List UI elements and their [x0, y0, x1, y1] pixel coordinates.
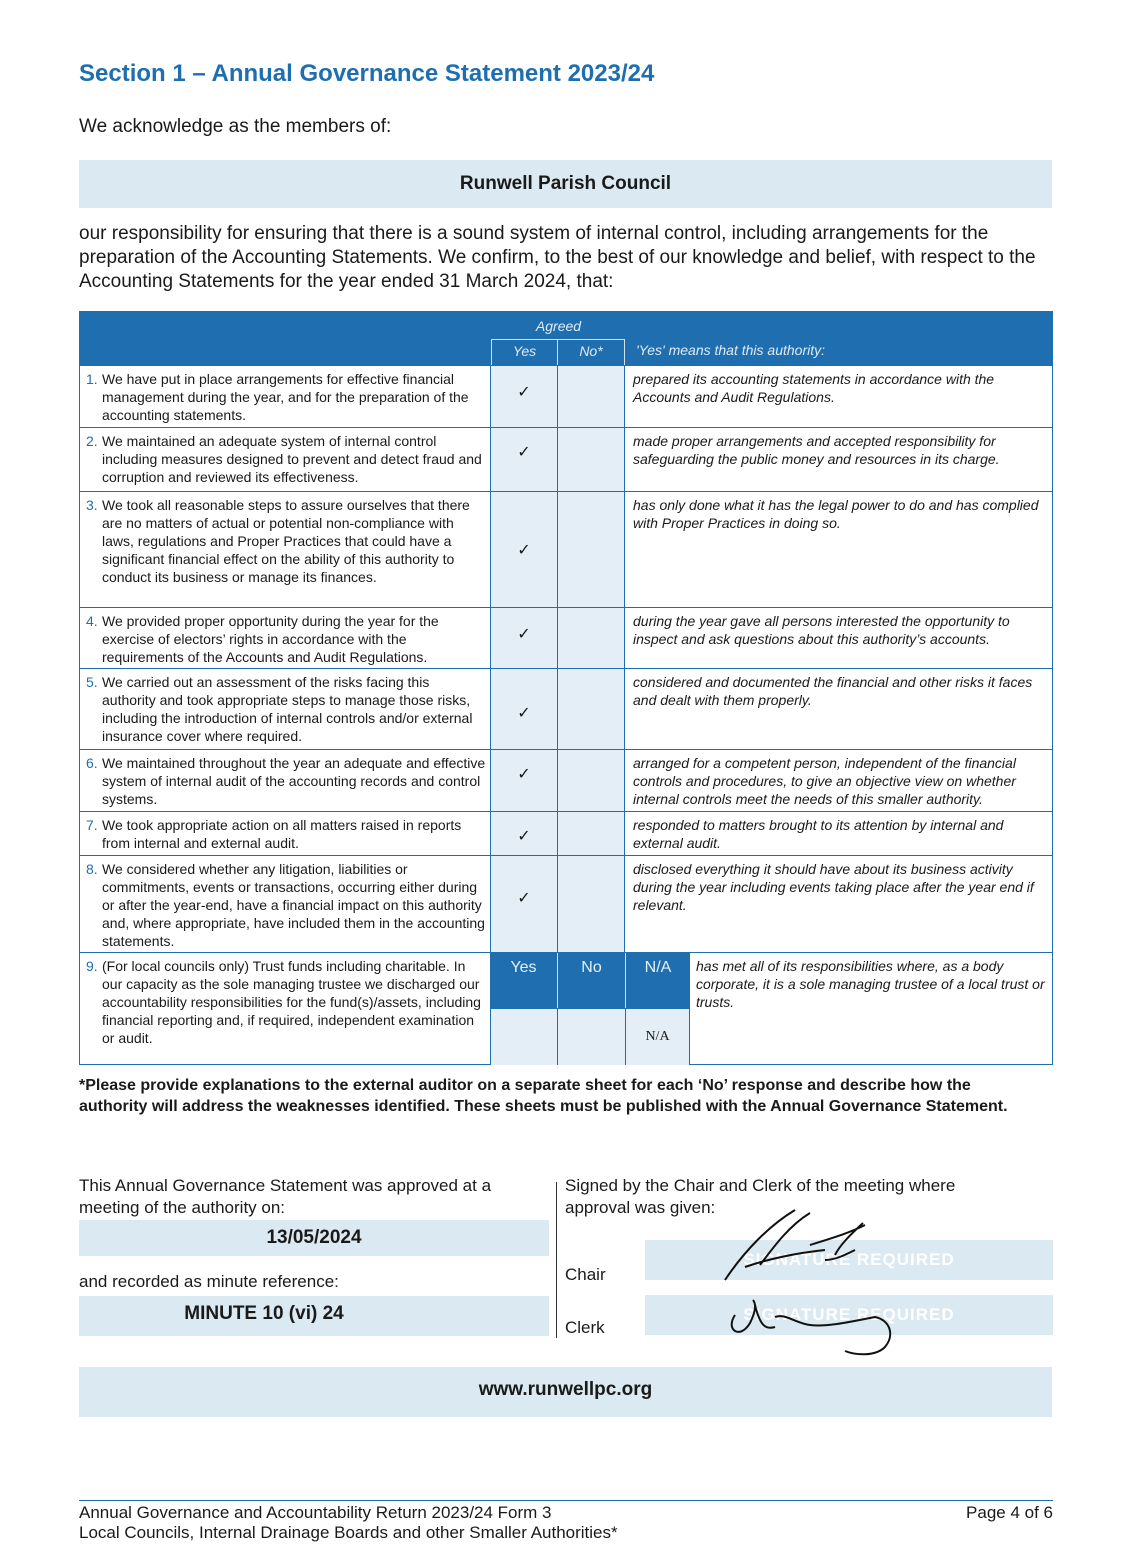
- row-number: 2.: [86, 433, 98, 449]
- row-number: 8.: [86, 861, 98, 877]
- row-means: during the year gave all persons interested the opportunity to inspect and ask questions about this authority’s accounts.: [633, 613, 1010, 647]
- row-statement: (For local councils only) Trust funds including charitable. In our capacity as the sole managing trustee we discharged our accountability responsibilities for the fund(s)/assets, including financial reporting and, if required, independent examination or audit.: [102, 958, 481, 1046]
- row-statement: We maintained throughout the year an adequate and effective system of internal audit of the accounting records and control systems.: [102, 755, 486, 807]
- yes-header: Yes: [491, 339, 557, 365]
- intro-text: our responsibility for ensuring that there is a sound system of internal control, including arrangements for the preparation of the Accounting Statements. We confirm, to the best of our knowledge and belief, with respect to the Accounting Statements for the year ended 31 March 2024, that:: [79, 223, 1036, 292]
- row-statement: We carried out an assessment of the risks facing this authority and took appropriate steps to manage those risks, including the introduction of internal controls and/or external insurance cover where required.: [102, 674, 473, 744]
- row-statement: We maintained an adequate system of internal control including measures designed to prevent and detect fraud and corruption and reviewed its effectiveness.: [102, 433, 482, 485]
- no-cell: [557, 669, 625, 749]
- row-statement: We took appropriate action on all matters raised in reports from internal and external audit.: [102, 817, 462, 851]
- trust-no-header: No: [557, 953, 625, 1008]
- approved-text: This Annual Governance Statement was approved at a meeting of the authority on:: [79, 1176, 492, 1217]
- yes-cell: [490, 856, 557, 952]
- no-cell: [557, 366, 625, 427]
- yes-cell: [490, 812, 557, 855]
- clerk-label: Clerk: [565, 1318, 605, 1337]
- trust-na-cell: [625, 1008, 690, 1065]
- row-means: has met all of its responsibilities where, as a body corporate, it is a sole managing trustee of a local trust or trusts.: [696, 958, 1045, 1010]
- table-row: [80, 365, 1052, 427]
- na-value: N/A: [645, 1029, 670, 1044]
- row-statement: We took all reasonable steps to assure ourselves that there are no matters of actual or potential non-compliance with laws, regulations and Proper Practices that could have a significant financial effect on the ability of this authority to conduct its business or manage its finances.: [102, 497, 470, 585]
- no-cell: [557, 750, 625, 811]
- website-field: www.runwellpc.org: [79, 1367, 1052, 1417]
- row-means: made proper arrangements and accepted responsibility for safeguarding the public money and resources in its charge.: [633, 433, 1000, 467]
- footer-form-title: Annual Governance and Accountability Return 2023/24 Form 3: [79, 1503, 552, 1522]
- no-cell: [557, 608, 625, 668]
- table-row: [80, 491, 1052, 607]
- check-icon: ✓: [517, 382, 531, 401]
- auditor-note: *Please provide explanations to the external auditor on a separate sheet for each ‘No’ response and describe how the authority will address the weaknesses identified. These sheets must be published with the Annual Governance Statement.: [79, 1077, 1008, 1115]
- check-icon: ✓: [517, 624, 531, 643]
- row-number: 1.: [86, 371, 98, 387]
- trust-na-header: N/A: [625, 953, 690, 1008]
- check-icon: ✓: [517, 703, 531, 722]
- trust-yes-header: Yes: [490, 953, 557, 1008]
- row-number: 5.: [86, 674, 98, 690]
- row-number: 6.: [86, 755, 98, 771]
- clerk-signature-placeholder: SIGNATURE REQUIRED: [743, 1305, 955, 1324]
- yes-cell: [490, 608, 557, 668]
- handwritten-signatures: [715, 1205, 905, 1365]
- trust-no-cell: [557, 1008, 625, 1065]
- table-row: [80, 811, 1052, 855]
- check-icon: ✓: [517, 764, 531, 783]
- table-row: [80, 855, 1052, 952]
- chair-signature-placeholder: SIGNATURE REQUIRED: [743, 1250, 955, 1269]
- table-row-trust-funds: [80, 952, 1052, 1065]
- footer-subtitle: Local Councils, Internal Drainage Boards and other Smaller Authorities*: [79, 1523, 618, 1542]
- yes-cell: [490, 492, 557, 607]
- agreed-header: Agreed: [535, 318, 582, 334]
- row-number: 4.: [86, 613, 98, 629]
- check-icon: ✓: [517, 442, 531, 461]
- row-statement: We considered whether any litigation, liabilities or commitments, events or transactions, occurring either during or after the year-end, have a financial impact on this authority and, where appropriate, have included them in the accounting statements.: [102, 861, 485, 949]
- yes-cell: [490, 750, 557, 811]
- row-means: responded to matters brought to its attention by internal and external audit.: [633, 817, 1004, 851]
- chair-signature-stroke: [725, 1210, 865, 1280]
- no-cell: [557, 856, 625, 952]
- row-means: prepared its accounting statements in accordance with the Accounts and Audit Regulations.: [633, 371, 995, 405]
- signed-text: Signed by the Chair and Clerk of the meeting where approval was given:: [565, 1176, 956, 1217]
- table-row: [80, 427, 1052, 491]
- check-icon: ✓: [517, 540, 531, 559]
- meeting-date-field: 13/05/2024: [79, 1220, 549, 1256]
- no-cell: [557, 492, 625, 607]
- yes-cell: [490, 428, 557, 491]
- row-means: arranged for a competent person, independent of the financial controls and procedures, to give an objective view on whether internal controls meet the needs of this smaller authority.: [633, 755, 1016, 807]
- divider: [556, 1182, 557, 1338]
- table-row: [80, 749, 1052, 811]
- row-number: 7.: [86, 817, 98, 833]
- row-statement: We have put in place arrangements for effective financial management during the year, and for the preparation of the accounting statements.: [102, 371, 469, 423]
- row-means: considered and documented the financial and other risks it faces and dealt with them properly.: [633, 674, 1033, 708]
- table-row: [80, 668, 1052, 749]
- minute-reference-field: MINUTE 10 (vi) 24: [79, 1296, 549, 1336]
- table-header: [80, 312, 1052, 365]
- trust-yes-cell: [490, 1008, 557, 1065]
- recorded-text: and recorded as minute reference:: [79, 1272, 339, 1291]
- no-header: No*: [557, 339, 625, 365]
- row-number: 3.: [86, 497, 98, 513]
- acknowledge-text: We acknowledge as the members of:: [79, 116, 392, 137]
- check-icon: ✓: [517, 888, 531, 907]
- yes-cell: [490, 669, 557, 749]
- governance-table: [79, 311, 1053, 1065]
- row-means: disclosed everything it should have about its business activity during the year including events taking place after the year end if relevant.: [633, 861, 1034, 913]
- means-header: 'Yes' means that this authority:: [636, 342, 825, 358]
- page-number: Page 4 of 6: [966, 1503, 1053, 1522]
- council-name-field: Runwell Parish Council: [79, 160, 1052, 208]
- table-row: [80, 607, 1052, 668]
- page-title: Section 1 – Annual Governance Statement 2023/24: [79, 60, 655, 87]
- row-statement: We provided proper opportunity during the year for the exercise of electors’ rights in accordance with the requirements of the Accounts and Audit Regulations.: [102, 613, 439, 665]
- row-number: 9.: [86, 958, 98, 974]
- chair-label: Chair: [565, 1265, 606, 1284]
- check-icon: ✓: [517, 826, 531, 845]
- no-cell: [557, 428, 625, 491]
- yes-cell: [490, 366, 557, 427]
- footer-rule: [79, 1500, 1053, 1501]
- no-cell: [557, 812, 625, 855]
- row-means: has only done what it has the legal power to do and has complied with Proper Practices in doing so.: [633, 497, 1039, 531]
- clerk-signature-stroke: [732, 1300, 891, 1354]
